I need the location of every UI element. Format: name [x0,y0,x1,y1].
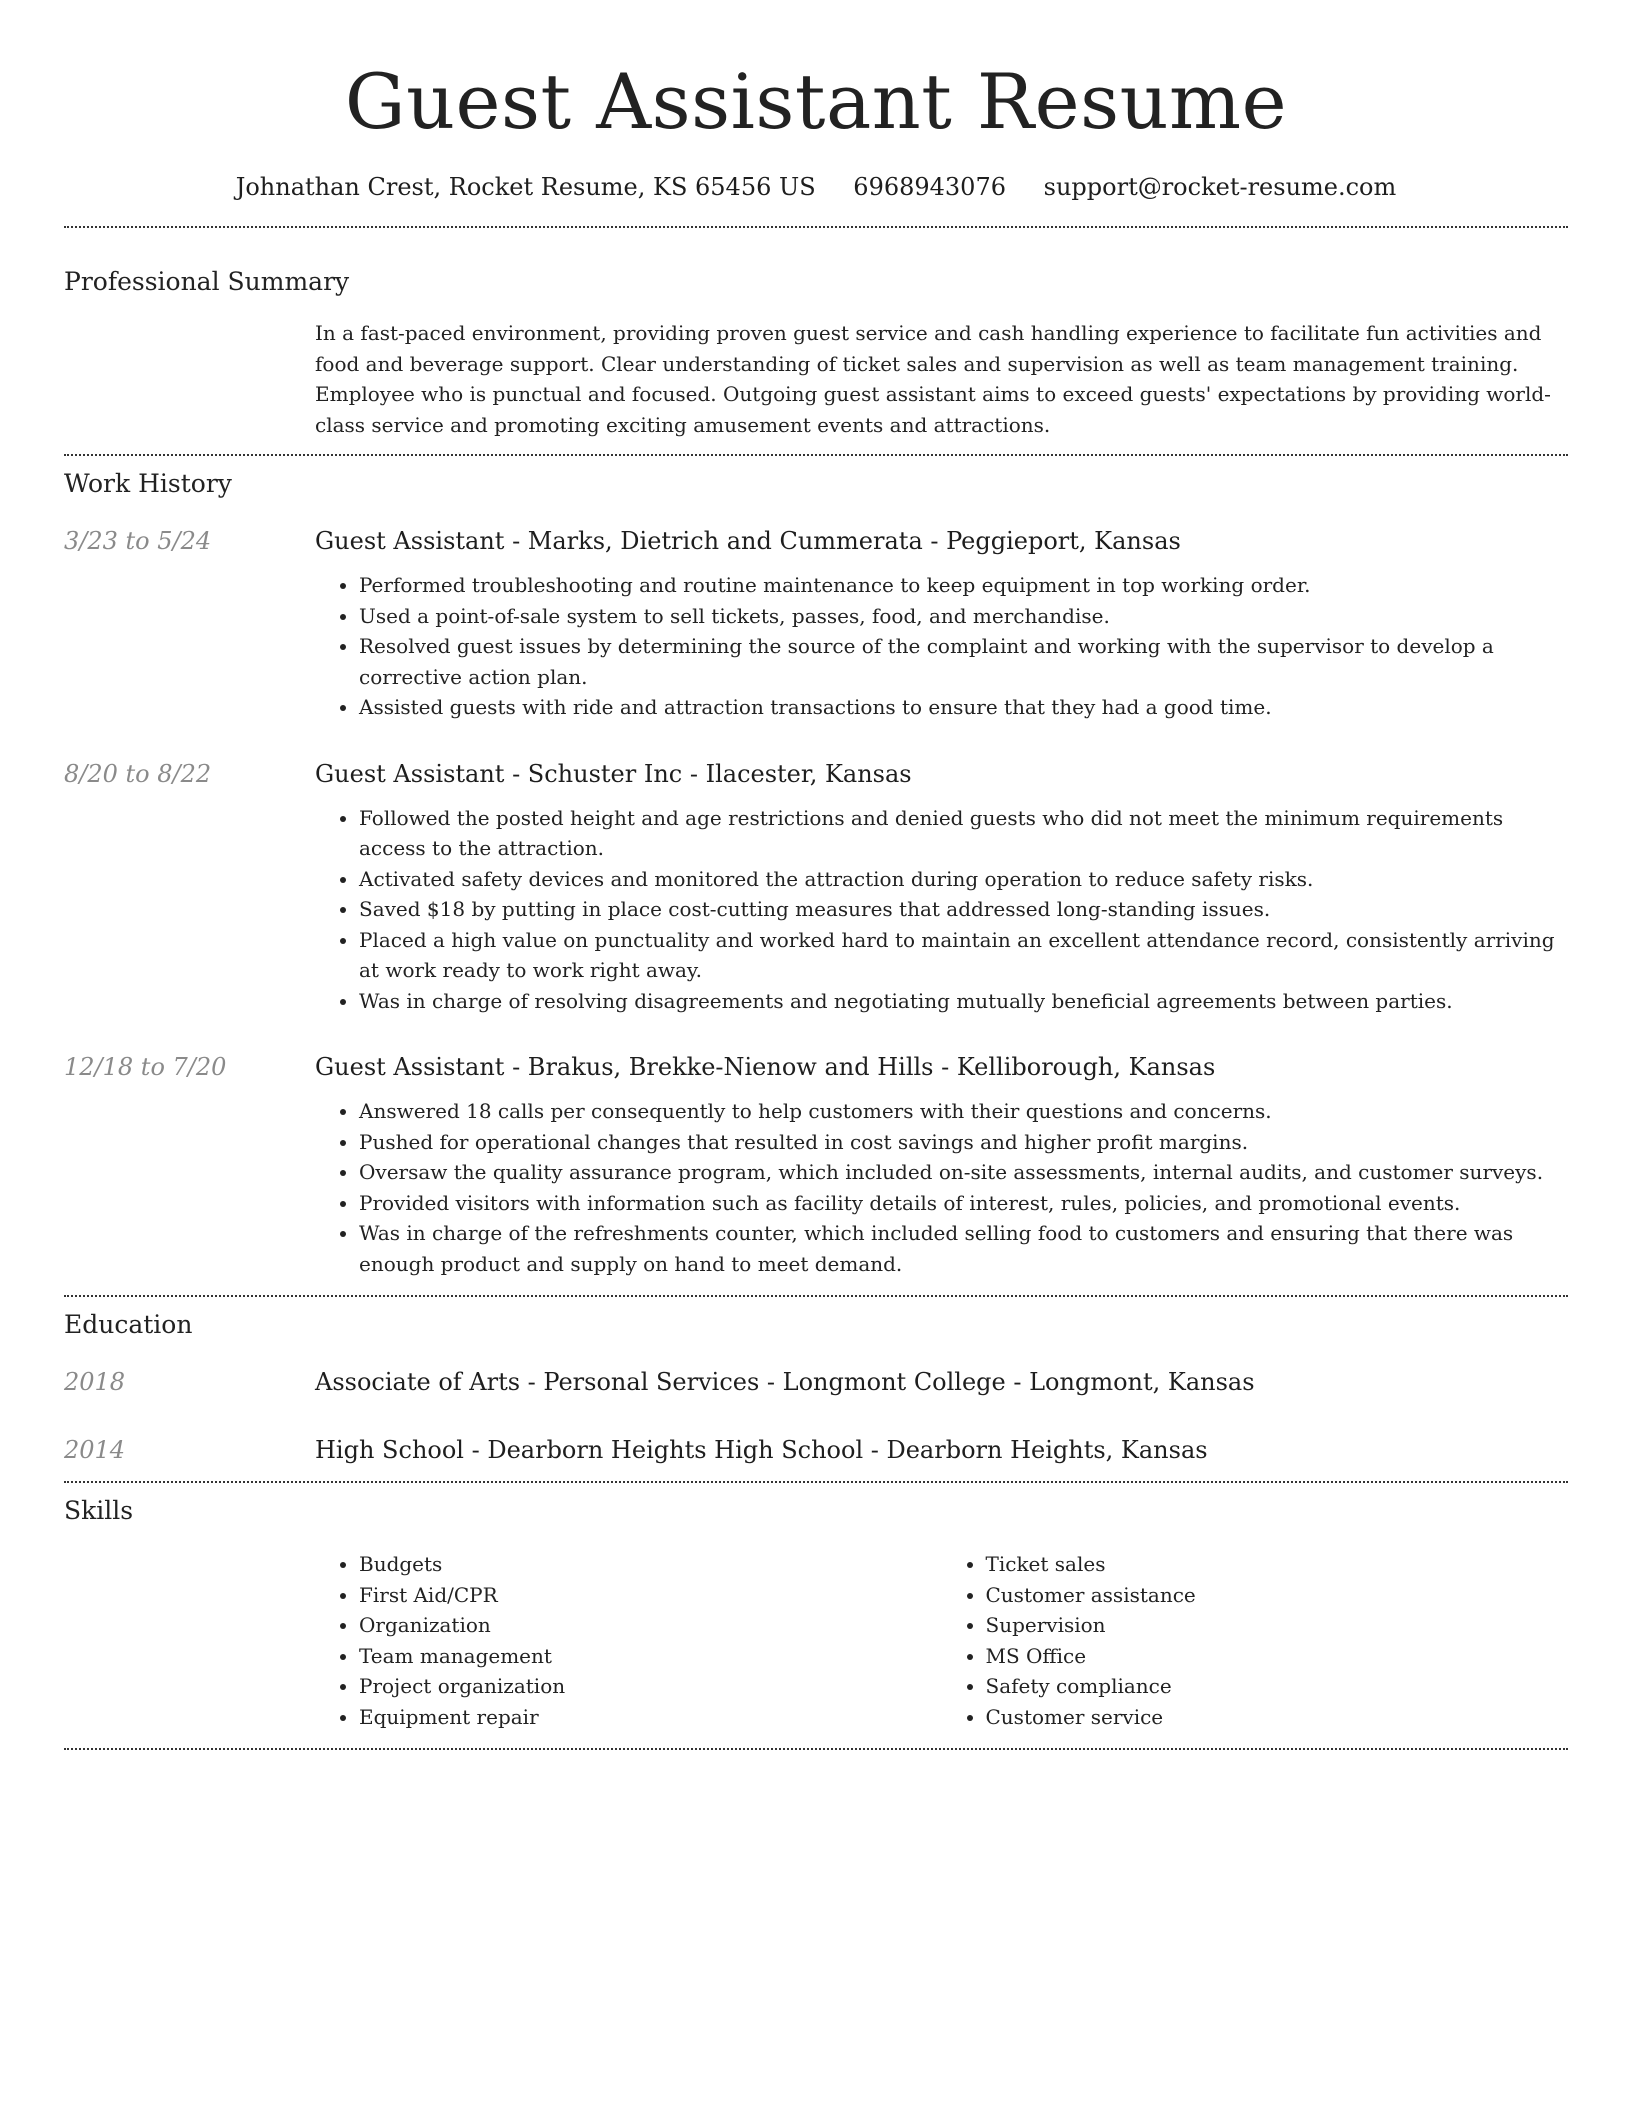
contact-address: Johnathan Crest, Rocket Resume, KS 65456 US [235,173,816,201]
skill-item: • MS Office [986,1641,1569,1672]
skills-list-right [942,1549,1569,1732]
job-title: Guest Assistant - Schuster Inc - Ilacester, Kansas [315,759,912,788]
job-bullets [315,1096,1568,1279]
list-item: • Was in charge of the refreshments counter, which included selling food to customers and ensuring that there was enough product and supply on hand to meet demand. [359,1218,1568,1279]
skill-item: • Budgets [359,1549,942,1580]
education-entry [64,1435,1568,1465]
education-year: 2018 [64,1368,126,1396]
education-section [64,1309,1568,1465]
education-year: 2014 [64,1436,126,1464]
skill-item: • Customer service [986,1702,1569,1733]
divider [64,226,1568,228]
skills-columns [315,1549,1568,1732]
list-item: • Provided visitors with information such as facility details of interest, rules, policies, and promotional events. [359,1188,1568,1219]
resume-title: Guest Assistant Resume [344,57,1288,146]
job-dates: 12/18 to 7/20 [64,1053,227,1081]
list-item: • Pushed for operational changes that resulted in cost savings and higher profit margins. [359,1127,1568,1158]
skills-list-left [315,1549,942,1732]
list-item: • Placed a high value on punctuality and worked hard to maintain an excellent attendance record, consistently arriving at work ready to work right away. [359,925,1568,986]
summary-text: In a fast-paced environment, providing proven guest service and cash handling experience to facilitate fun activities and food and beverage support. Clear understanding of ticket sales and supervision as well as team management training. Employee who is punctual and focused. Outgoing guest assistant aims to exceed guests' expectations by providing world-class service and promoting exciting amusement events and attractions. [315,321,1551,437]
skills-section [64,1495,1568,1732]
divider [64,454,1568,456]
job-entry [64,526,1568,723]
divider [64,1748,1568,1750]
list-item: • Performed troubleshooting and routine maintenance to keep equipment in top working order. [359,570,1568,601]
list-item: • Answered 18 calls per consequently to help customers with their questions and concerns. [359,1096,1568,1127]
list-item: • Activated safety devices and monitored the attraction during operation to reduce safety risks. [359,864,1568,895]
section-heading: Education [64,1310,193,1339]
job-entry [64,759,1568,1017]
job-title: Guest Assistant - Marks, Dietrich and Cummerata - Peggieport, Kansas [315,527,1181,555]
job-dates: 3/23 to 5/24 [64,527,212,555]
education-title: Associate of Arts - Personal Services - Longmont College - Longmont, Kansas [315,1368,1255,1396]
work-history-section [64,468,1568,1279]
skill-item: • Supervision [986,1610,1569,1641]
divider [64,1295,1568,1297]
skill-item: • Organization [359,1610,942,1641]
skill-item: • Ticket sales [986,1549,1569,1580]
job-entry [64,1052,1568,1279]
contact-line [64,172,1568,202]
list-item: • Followed the posted height and age restrictions and denied guests who did not meet the minimum requirements access to the attraction. [359,803,1568,864]
skill-item: • Project organization [359,1671,942,1702]
section-heading: Skills [64,1496,134,1525]
divider [64,1481,1568,1483]
skill-item: • Equipment repair [359,1702,942,1733]
list-item: • Resolved guest issues by determining the source of the complaint and working with the supervisor to develop a corrective action plan. [359,631,1568,692]
job-bullets [315,570,1568,723]
skill-item: • First Aid/CPR [359,1580,942,1611]
resume-page [64,0,1568,1750]
list-item: • Saved $18 by putting in place cost-cutting measures that addressed long-standing issues. [359,894,1568,925]
section-heading: Professional Summary [64,267,350,296]
professional-summary-section [64,266,1568,440]
job-dates: 8/20 to 8/22 [64,759,212,788]
education-title: High School - Dearborn Heights High School - Dearborn Heights, Kansas [315,1436,1208,1464]
skill-item: • Safety compliance [986,1671,1569,1702]
skill-item: • Team management [359,1641,942,1672]
list-item: • Oversaw the quality assurance program, which included on-site assessments, internal audits, and customer surveys. [359,1157,1568,1188]
section-heading: Work History [64,469,232,498]
job-title: Guest Assistant - Brakus, Brekke-Nienow and Hills - Kelliborough, Kansas [315,1053,1216,1081]
list-item: • Assisted guests with ride and attraction transactions to ensure that they had a good time. [359,692,1568,723]
list-item: • Used a point-of-sale system to sell tickets, passes, food, and merchandise. [359,601,1568,632]
education-entry [64,1367,1568,1397]
contact-email: support@rocket-resume.com [1043,173,1397,201]
skill-item: • Customer assistance [986,1580,1569,1611]
job-bullets [315,803,1568,1017]
contact-phone: 6968943076 [853,173,1006,201]
list-item: • Was in charge of resolving disagreements and negotiating mutually beneficial agreements between parties. [359,986,1568,1017]
